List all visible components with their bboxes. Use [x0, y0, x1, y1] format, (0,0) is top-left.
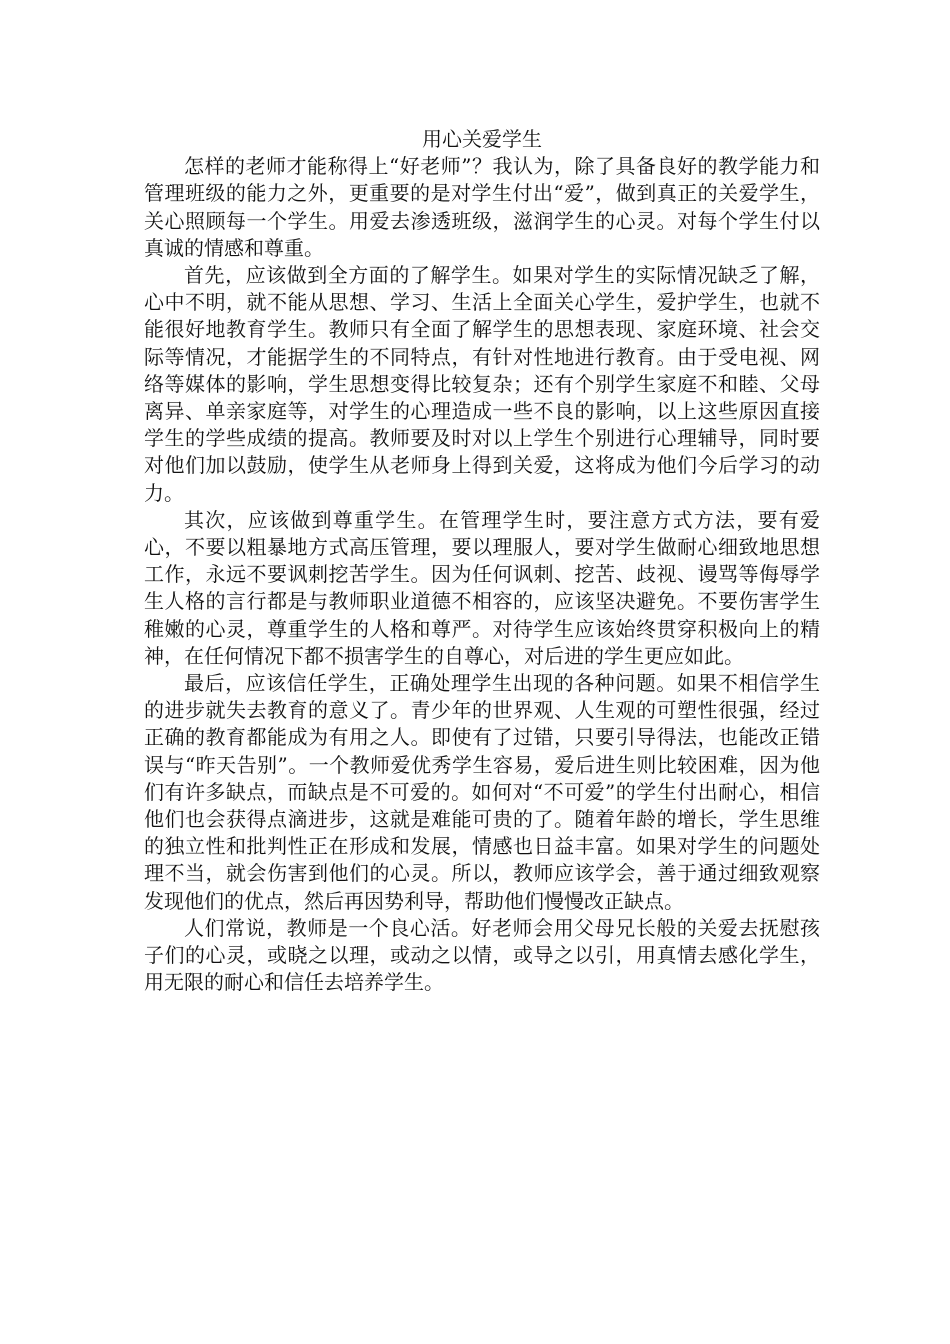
- document-title: 用心关爱学生: [422, 127, 542, 151]
- paragraph-intro: 怎样的老师才能称得上“好老师”？我认为，除了具备良好的教学能力和管理班级的能力之外，更重要的是对学生付出“爱”，做到真正的关爱学生，关心照顾每一个学生。用爱去渗透班级，滋润学生的心灵。对每个学生付以真诚的情感和尊重。: [144, 154, 820, 260]
- document-page: [144, 126, 820, 997]
- paragraph-conclusion: 人们常说，教师是一个良心活。好老师会用父母兄长般的关爱去抚慰孩子们的心灵，或晓之以理，或动之以情，或导之以引，用真情去感化学生，用无限的耐心和信任去培养学生。: [144, 915, 820, 995]
- paragraph-second: 其次，应该做到尊重学生。在管理学生时，要注意方式方法，要有爱心，不要以粗暴地方式高压管理，要以理服人，要对学生做耐心细致地思想工作，永远不要讽刺挖苦学生。因为任何讽刺、挖苦、歧视、谩骂等侮辱学生人格的言行都是与教师职业道德不相容的，应该坚决避免。不要伤害学生稚嫩的心灵，尊重学生的人格和尊严。对待学生应该始终贯穿积极向上的精神，在任何情况下都不损害学生的自尊心，对后进的学生更应如此。: [144, 507, 820, 668]
- paragraph-first: 首先，应该做到全方面的了解学生。如果对学生的实际情况缺乏了解，心中不明，就不能从思想、学习、生活上全面关心学生，爱护学生，也就不能很好地教育学生。教师只有全面了解学生的思想表现、家庭环境、社会交际等情况，才能据学生的不同特点，有针对性地进行教育。由于受电视、网络等媒体的影响，学生思想变得比较复杂；还有个别学生家庭不和睦、父母离异、单亲家庭等，对学生的心理造成一些不良的影响，以上这些原因直接学生的学些成绩的提高。教师要及时对以上学生个别进行心理辅导，同时要对他们加以鼓励，使学生从老师身上得到关爱，这将成为他们今后学习的动力。: [144, 263, 820, 505]
- paragraph-third: 最后，应该信任学生，正确处理学生出现的各种问题。如果不相信学生的进步就失去教育的意义了。青少年的世界观、人生观的可塑性很强，经过正确的教育都能成为有用之人。即使有了过错，只要引导得法，也能改正错误与“昨天告别”。一个教师爱优秀学生容易，爱后进生则比较困难，因为他们有许多缺点，而缺点是不可爱的。如何对“不可爱”的学生付出耐心，相信他们也会获得点滴进步，这就是难能可贵的了。随着年龄的增长，学生思维的独立性和批判性正在形成和发展，情感也日益丰富。如果对学生的问题处理不当，就会伤害到他们的心灵。所以，教师应该学会，善于通过细致观察发现他们的优点，然后再因势利导，帮助他们慢慢改正缺点。: [144, 671, 820, 913]
